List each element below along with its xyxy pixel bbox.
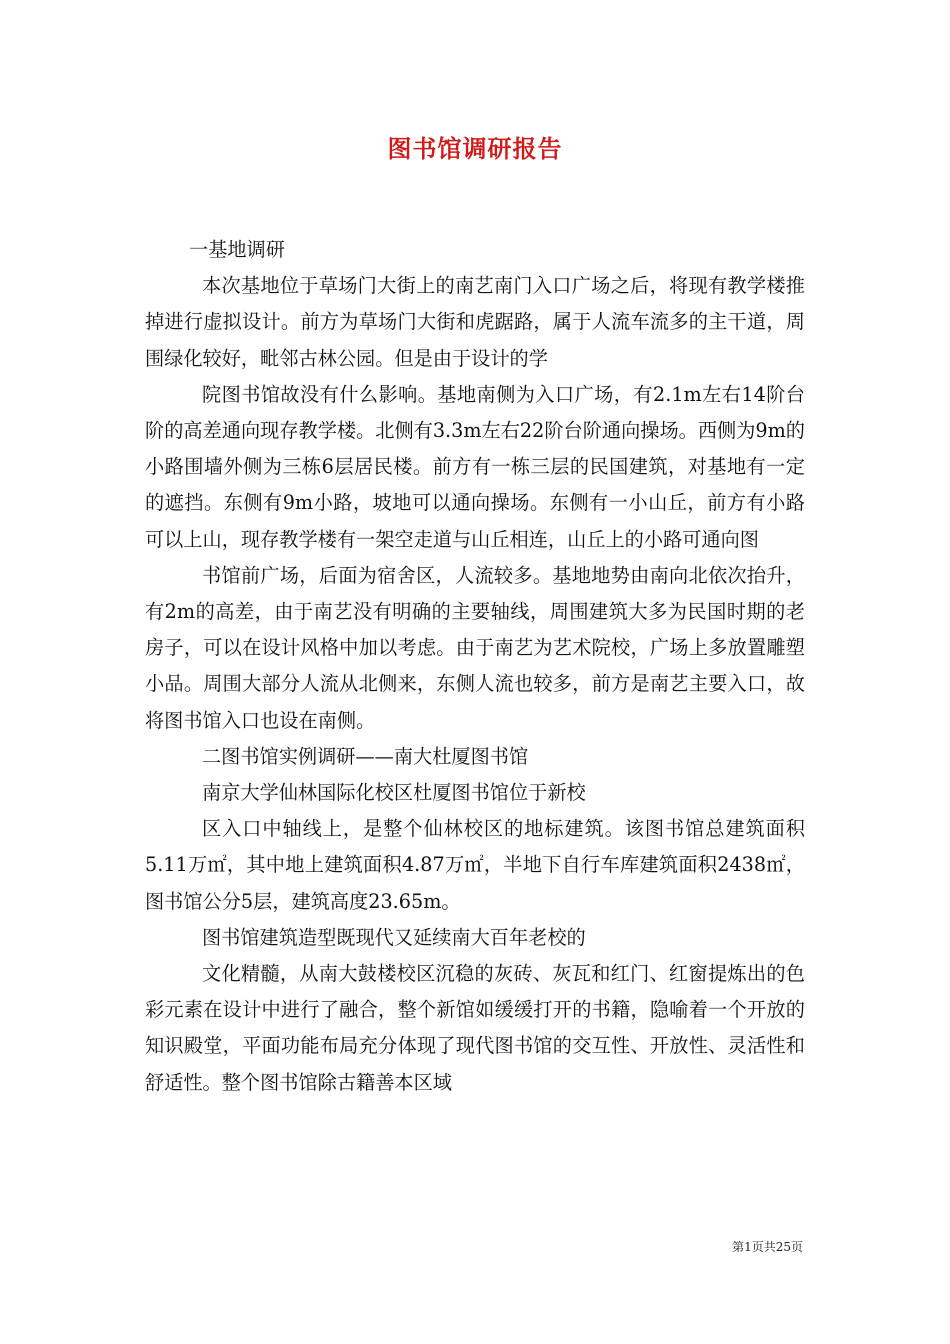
- paragraph: 区入口中轴线上，是整个仙林校区的地标建筑。该图书馆总建筑面积5.11万㎡，其中地上建筑面积4.87万㎡，半地下自行车库建筑面积2438㎡，图书馆公分5层，建筑高度23.65m。: [145, 817, 805, 913]
- paragraph: 图书馆建筑造型既现代又延续南大百年老校的: [202, 925, 586, 949]
- document-body: [145, 232, 805, 1101]
- paragraph: 院图书馆故没有什么影响。基地南侧为入口广场，有2.1m左右14阶台阶的高差通向现存教学楼。北侧有3.3m左右22阶台阶通向操场。西侧为9m的小路围墙外侧为三栋6层居民楼。前方有一栋三层的民国建筑，对基地有一定的遮挡。东侧有9m小路，坡地可以通向操场。东侧有一小山丘，前方有小路可以上山，现存教学楼有一架空走道与山丘相连，山丘上的小路可通向图: [145, 382, 805, 551]
- page-number-footer: 第1页共25页: [732, 1240, 803, 1254]
- paragraph: 书馆前广场，后面为宿舍区，人流较多。基地地势由南向北依次抬升，有2m的高差，由于南艺没有明确的主要轴线，周围建筑大多为民国时期的老房子，可以在设计风格中加以考虑。由于南艺为艺术院校，广场上多放置雕塑小品。周围大部分人流从北侧来，东侧人流也较多，前方是南艺主要入口，故将图书馆入口也设在南侧。: [145, 563, 805, 732]
- document-title: 图书馆调研报告: [387, 134, 563, 163]
- section-heading-site-survey: 一基地调研: [189, 238, 285, 261]
- paragraph: 文化精髓，从南大鼓楼校区沉稳的灰砖、灰瓦和红门、红窗提炼出的色彩元素在设计中进行了融合，整个新馆如缓缓打开的书籍，隐喻着一个开放的知识殿堂，平面功能布局充分体现了现代图书馆的交互性、开放性、灵活性和舒适性。整个图书馆除古籍善本区域: [145, 962, 805, 1094]
- paragraph: 本次基地位于草场门大街上的南艺南门入口广场之后，将现有教学楼推掉进行虚拟设计。前方为草场门大街和虎踞路，属于人流车流多的主干道，周围绿化较好，毗邻古林公园。但是由于设计的学: [145, 274, 805, 370]
- section-heading-case-study: 二图书馆实例调研——南大杜厦图书馆: [202, 744, 529, 768]
- paragraph: 南京大学仙林国际化校区杜厦图书馆位于新校: [202, 781, 586, 805]
